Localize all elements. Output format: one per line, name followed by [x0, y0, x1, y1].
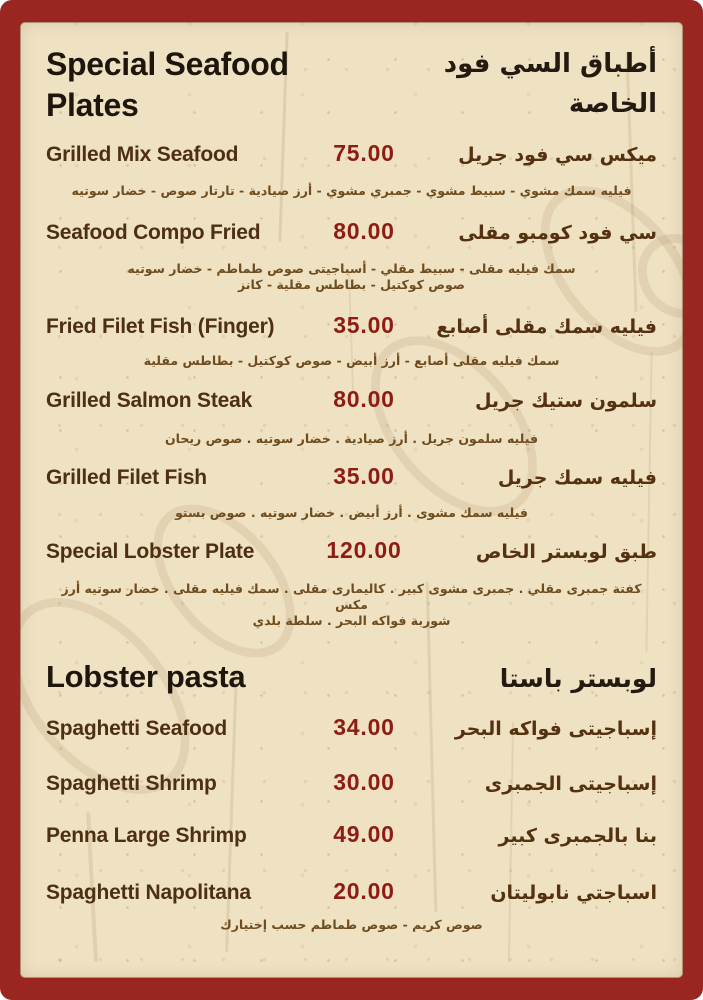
item-price: 20.00: [333, 877, 395, 904]
item-name-ar: إسباجيتى فواكه البحر: [454, 717, 657, 740]
menu-page: [20, 22, 683, 978]
item-name-ar: سلمون ستيك جريل: [474, 390, 657, 413]
menu-item-row: [46, 769, 657, 796]
menu-item-row: [46, 878, 657, 905]
item-price: 120.00: [326, 537, 402, 564]
item-description: صوص كريم - صوص طماطم حسب إختيارك: [220, 916, 483, 932]
item-name-en: Fried Filet Fish (Finger): [46, 315, 275, 339]
item-name-ar: سي فود كومبو مقلى: [458, 222, 657, 245]
item-name-en: Grilled Salmon Steak: [46, 389, 253, 413]
item-description: فيليه سمك مشوي - سبيط مشوي - جمبري مشوي - أرز صيادية - تارتار صوص - خضار سوتيه: [71, 183, 632, 199]
item-name-en: Grilled Mix Seafood: [46, 143, 239, 167]
item-description: فيليه سمك مشوى . أرز أبيض . خضار سوتيه . صوص بستو: [175, 505, 528, 521]
item-name-ar: إسباجيتى الجمبرى: [484, 772, 657, 795]
item-name-en: Spaghetti Shrimp: [46, 771, 217, 795]
menu-item-row: [46, 714, 657, 741]
section-title-ar-line1: أطباق السي فود: [443, 49, 657, 79]
section-title-en: [46, 44, 289, 125]
item-name-ar: طبق لوبستر الخاص: [475, 541, 657, 564]
item-name-ar: فيليه سمك جريل: [497, 467, 657, 490]
item-name-en: Spaghetti Napolitana: [46, 880, 251, 904]
item-name-ar: بنا بالجمبرى كبير: [498, 824, 657, 847]
menu-item-row: [46, 386, 657, 413]
item-name-ar: اسباجتي نابوليتان: [490, 881, 657, 904]
item-name-en: Spaghetti Seafood: [46, 716, 227, 740]
menu-item-row: [46, 140, 657, 167]
section-title-en-line1: Special Seafood: [46, 46, 289, 82]
section-title-en-line2: Plates: [46, 86, 139, 123]
item-price: 49.00: [333, 820, 395, 847]
section-header-lobster-pasta: [46, 657, 657, 696]
item-price: 34.00: [333, 713, 395, 740]
menu-item-row: [46, 218, 657, 245]
item-description: سمك فيليه مقلى - سبيط مقلي - أسباجيتى صوص طماطم - خضار سوتيه: [127, 261, 576, 277]
item-name-ar: فيليه سمك مقلى أصابع: [436, 316, 657, 339]
section-title-ar-line2: الخاصة: [568, 89, 657, 120]
item-price: 80.00: [333, 218, 395, 245]
section-title-en: Lobster pasta: [46, 659, 246, 695]
menu-item-row: [46, 537, 657, 564]
section-title-ar: [444, 44, 657, 125]
menu-item-row: [46, 312, 657, 339]
item-price: 35.00: [333, 312, 395, 339]
item-description: صوص كوكتيل - بطاطس مقلية - كانز: [238, 277, 465, 293]
item-name-en: Seafood Compo Fried: [46, 221, 261, 245]
item-price: 30.00: [333, 768, 395, 795]
item-name-en: Grilled Filet Fish: [46, 466, 207, 490]
item-price: 75.00: [333, 140, 395, 167]
item-price: 35.00: [333, 463, 395, 490]
item-description: فيليه سلمون جريل . أرز صيادية . خضار سوتيه . صوص ريحان: [164, 431, 539, 447]
item-name-en: Penna Large Shrimp: [46, 823, 247, 847]
item-name-ar: ميكس سي فود جريل: [458, 144, 657, 167]
section-header-special-seafood: [46, 44, 657, 125]
item-name-en: Special Lobster Plate: [46, 540, 255, 564]
menu-item-row: [46, 821, 657, 848]
item-price: 80.00: [333, 386, 395, 413]
section-title-ar: لوبستر باستا: [499, 664, 657, 694]
item-description: سمك فيليه مقلى أصابع - أرز أبيض - صوص كوكتيل - بطاطس مقلية: [143, 353, 560, 369]
item-description: كفتة جمبرى مقلي . جمبرى مشوى كبير . كاليمارى مقلى . سمك فيليه مقلى . خضار سوتيه أرز مكس: [61, 581, 642, 613]
menu-item-row: [46, 463, 657, 490]
item-description: شوربة فواكه البحر . سلطة بلدي: [252, 613, 451, 629]
